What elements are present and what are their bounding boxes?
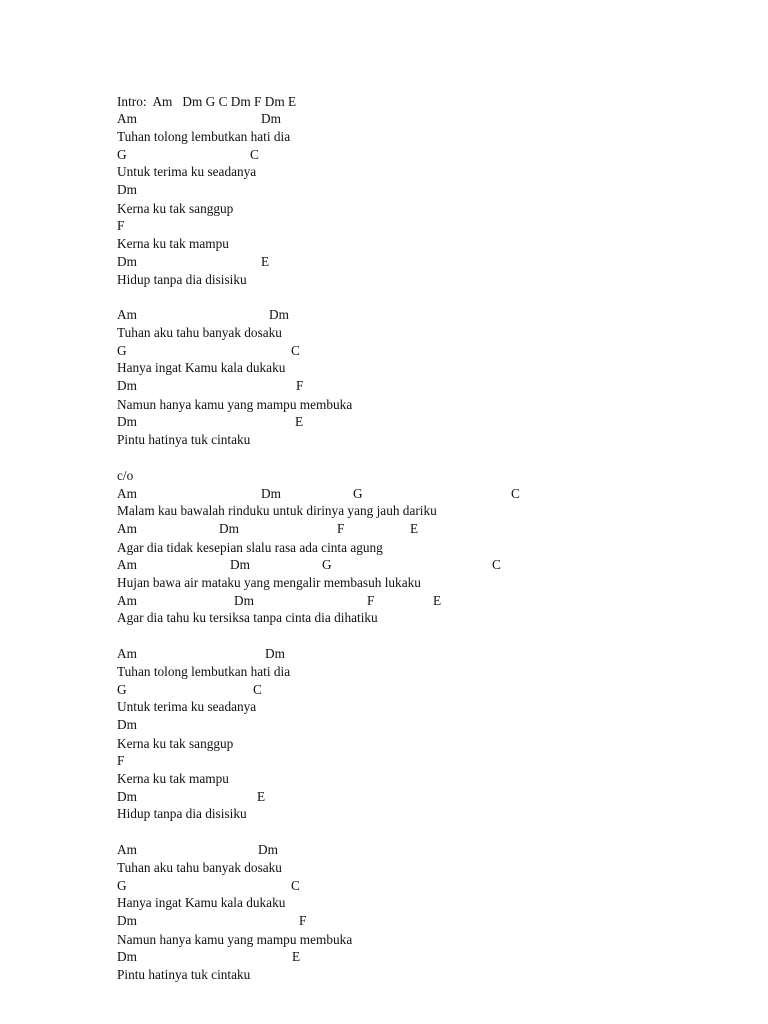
chord-line [117, 182, 137, 198]
chord-line [117, 646, 285, 662]
chord-line [117, 343, 300, 359]
chord-line [117, 717, 137, 733]
chord-line [117, 753, 130, 769]
chord: C [250, 147, 259, 162]
chord: F [367, 593, 375, 608]
lyric-line: Agar dia tidak kesepian slalu rasa ada cinta agung [117, 540, 383, 555]
chord: Am [117, 557, 137, 572]
chord-line [117, 842, 278, 858]
chord: Dm [117, 182, 137, 197]
chord: Dm [258, 842, 278, 857]
chord: Am [117, 842, 137, 857]
chord-line [117, 949, 301, 965]
chorus-label: c/o [117, 468, 134, 483]
chord: Dm [117, 254, 137, 269]
chord-line [117, 378, 304, 394]
lyric-line: Hanya ingat Kamu kala dukaku [117, 360, 286, 375]
chord: Am [117, 486, 137, 501]
chord: Am [117, 593, 137, 608]
chord-line [117, 593, 442, 609]
chord: Dm [265, 646, 285, 661]
lyric-line: Malam kau bawalah rinduku untuk dirinya yang jauh dariku [117, 503, 437, 518]
chord: Am [117, 521, 137, 536]
lyric-line: Hujan bawa air mataku yang mengalir membasuh lukaku [117, 575, 421, 590]
chord-line [117, 682, 262, 698]
lyric-line: Untuk terima ku seadanya [117, 699, 257, 714]
chord-line [117, 218, 130, 234]
intro-line: Intro: Am Dm G C Dm F Dm E [117, 94, 297, 109]
chord: G [322, 557, 332, 572]
chord: Dm [117, 789, 137, 804]
chord: G [353, 486, 363, 501]
chord: G [117, 878, 127, 893]
chord-line [117, 789, 266, 805]
chord: Dm [117, 717, 137, 732]
chord: G [117, 682, 127, 697]
chord-line [117, 254, 270, 270]
chord: C [291, 343, 300, 358]
lyric-line: Hidup tanpa dia disisiku [117, 272, 247, 287]
chord: Dm [117, 949, 137, 964]
lyric-line: Tuhan aku tahu banyak dosaku [117, 860, 282, 875]
chord: Dm [117, 913, 137, 928]
chord-line [117, 486, 520, 502]
chord-line [117, 307, 289, 323]
chord: F [337, 521, 345, 536]
chord-line [117, 111, 281, 127]
lyric-line: Untuk terima ku seadanya [117, 164, 257, 179]
chord: E [410, 521, 419, 536]
lyric-line: Hanya ingat Kamu kala dukaku [117, 895, 286, 910]
chord: Dm [117, 378, 137, 393]
chord: Dm [219, 521, 239, 536]
chord: F [117, 753, 125, 768]
lyric-line: Namun hanya kamu yang mampu membuka [117, 932, 353, 947]
chord: Dm [230, 557, 250, 572]
lyric-line: Pintu hatinya tuk cintaku [117, 967, 251, 982]
chord: C [511, 486, 520, 501]
chord: Am [117, 307, 137, 322]
chord: E [261, 254, 270, 269]
chord: E [433, 593, 442, 608]
chord-line [117, 414, 304, 430]
chord: F [117, 218, 125, 233]
chord: Dm [269, 307, 289, 322]
lyric-line: Tuhan tolong lembutkan hati dia [117, 129, 291, 144]
chord: Am [117, 646, 137, 661]
chord: Am [117, 111, 137, 126]
lyric-line: Agar dia tahu ku tersiksa tanpa cinta dia dihatiku [117, 610, 378, 625]
chord: E [295, 414, 304, 429]
chord: G [117, 147, 127, 162]
lyric-line: Kerna ku tak sanggup [117, 736, 234, 751]
lyric-line: Hidup tanpa dia disisiku [117, 806, 247, 821]
lyric-line: Tuhan aku tahu banyak dosaku [117, 325, 282, 340]
chord: F [299, 913, 307, 928]
chord: C [291, 878, 300, 893]
chord: E [257, 789, 266, 804]
chord-line [117, 878, 300, 894]
chord-line [117, 521, 419, 537]
chord: C [253, 682, 262, 697]
chord: C [492, 557, 501, 572]
lyric-line: Namun hanya kamu yang mampu membuka [117, 397, 353, 412]
chord: E [292, 949, 301, 964]
lyric-line: Kerna ku tak sanggup [117, 201, 234, 216]
chord-line [117, 147, 259, 163]
chord-line [117, 557, 501, 573]
lyric-line: Kerna ku tak mampu [117, 771, 229, 786]
lyric-line: Kerna ku tak mampu [117, 236, 229, 251]
chord: F [296, 378, 304, 393]
chord: Dm [234, 593, 254, 608]
chord: Dm [261, 486, 281, 501]
chord: Dm [261, 111, 281, 126]
chord: G [117, 343, 127, 358]
lyric-line: Tuhan tolong lembutkan hati dia [117, 664, 291, 679]
lyric-line: Pintu hatinya tuk cintaku [117, 432, 251, 447]
chord: Dm [117, 414, 137, 429]
chord-line [117, 913, 307, 929]
